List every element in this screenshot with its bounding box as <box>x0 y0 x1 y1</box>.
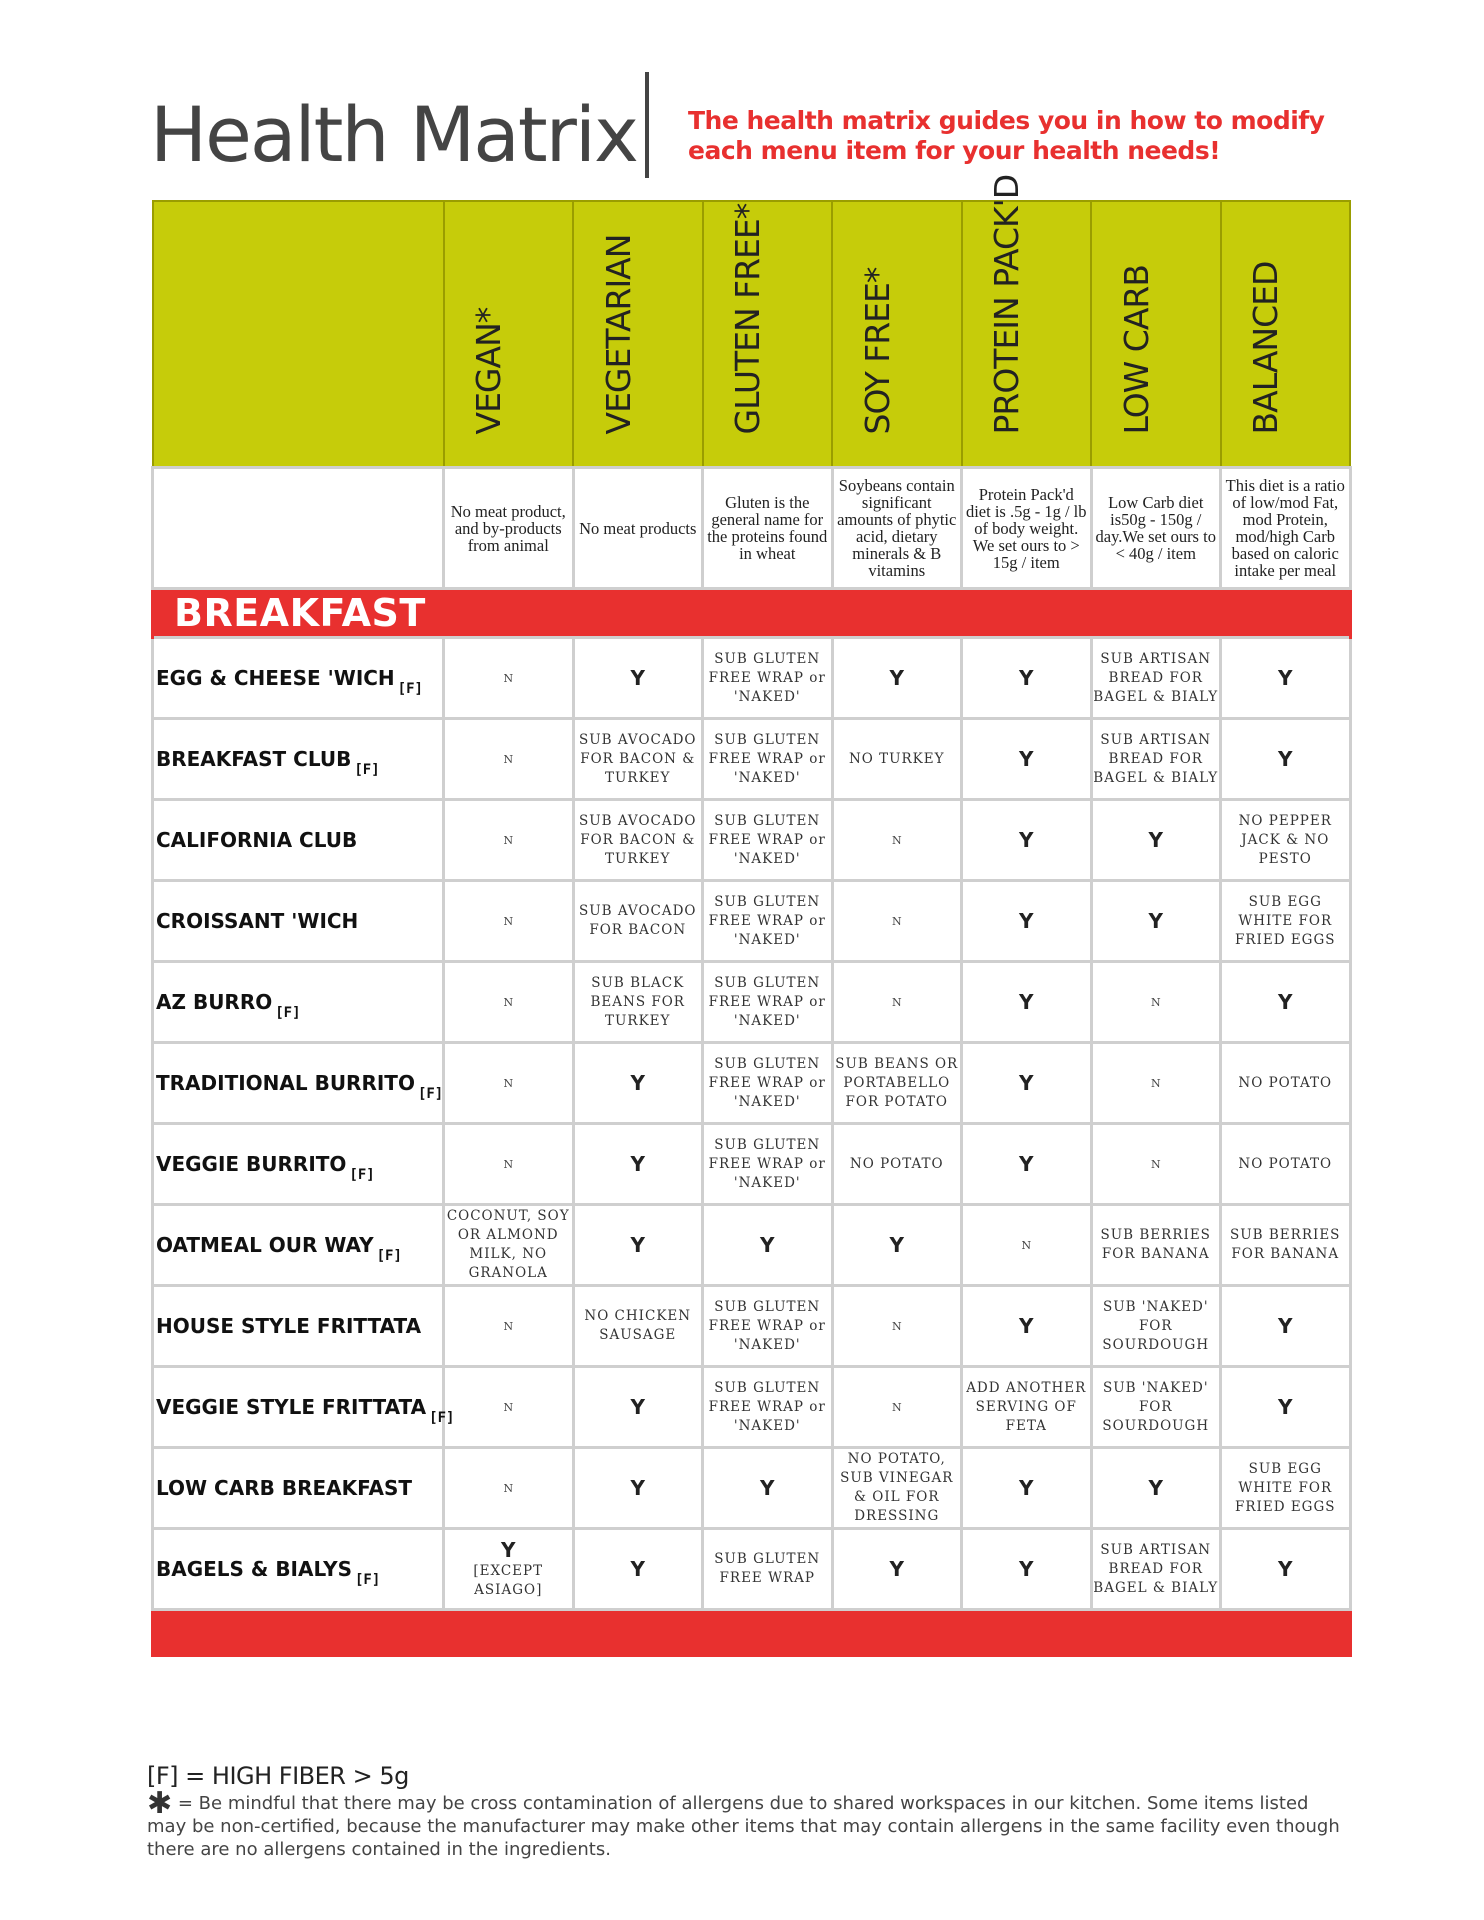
cell-low-carb <box>1091 962 1221 1043</box>
table-row <box>153 1367 1351 1448</box>
cell-value: Y <box>1019 1476 1034 1500</box>
menu-item-name <box>153 1124 444 1205</box>
legend-note <box>147 1786 1347 1861</box>
cell-gluten-free <box>703 1124 833 1205</box>
cell-gluten-free <box>703 719 833 800</box>
cell-value: SUB BERRIES FOR BANANA <box>1230 1227 1341 1262</box>
cell-vegetarian <box>573 1367 703 1448</box>
column-header-low-carb: LOW CARB <box>1091 201 1221 468</box>
cell-value: NO POTATO <box>849 1155 944 1172</box>
cell-value: Y <box>1278 1314 1293 1338</box>
diet-header-row <box>153 201 1351 468</box>
cell-value: Y <box>1148 828 1163 852</box>
cell-balanced <box>1221 962 1351 1043</box>
cell-gluten-free <box>703 1286 833 1367</box>
cell-balanced <box>1221 719 1351 800</box>
cell-value: Y <box>630 1071 645 1095</box>
cell-value: N <box>891 1320 902 1333</box>
cell-value: N <box>503 915 514 928</box>
cell-value: N <box>1021 1239 1032 1252</box>
table-footer-bar <box>153 1610 1351 1658</box>
cell-value: N <box>503 1401 514 1414</box>
cell-low-carb <box>1091 1367 1221 1448</box>
cell-balanced <box>1221 1043 1351 1124</box>
menu-item-name <box>153 1286 444 1367</box>
cell-value: Y <box>1148 1476 1163 1500</box>
cell-vegan <box>444 1367 574 1448</box>
cell-protein-packd <box>962 1286 1092 1367</box>
cell-value: Y <box>1278 1557 1293 1581</box>
cell-low-carb <box>1091 719 1221 800</box>
cell-value: SUB GLUTEN FREE WRAP or 'NAKED' <box>708 650 826 705</box>
cell-vegetarian <box>573 881 703 962</box>
cell-protein-packd <box>962 800 1092 881</box>
cell-low-carb <box>1091 1124 1221 1205</box>
cell-gluten-free <box>703 1448 833 1529</box>
cell-value: SUB AVOCADO FOR BACON & TURKEY <box>579 812 697 867</box>
cell-low-carb <box>1091 1205 1221 1286</box>
cell-value: Y <box>1278 666 1293 690</box>
cell-protein-packd <box>962 638 1092 719</box>
cell-soy-free <box>832 800 962 881</box>
menu-item-label: BREAKFAST CLUB <box>156 747 352 771</box>
legend-note-text: = Be mindful that there may be cross contamination of allergens due to shared workspaces in our kitchen. Some items listed may be non-certified, because the manufacturer may make other items that may contain allergens in the same facility even though there are no allergens contained in the ingredients. <box>147 1793 1340 1860</box>
cell-vegetarian <box>573 638 703 719</box>
table-row <box>153 1124 1351 1205</box>
description-balanced: This diet is a ratio of low/mod Fat, mod Protein, mod/high Carb based on caloric intake per meal <box>1221 468 1351 589</box>
cell-vegetarian <box>573 1205 703 1286</box>
cell-value: Y <box>1278 747 1293 771</box>
cell-value: SUB BEANS OR PORTABELLO FOR POTATO <box>835 1055 959 1110</box>
cell-value: Y <box>630 1476 645 1500</box>
cell-value: SUB AVOCADO FOR BACON <box>579 903 697 938</box>
cell-value: COCONUT, SOY OR ALMOND MILK, NO GRANOLA <box>446 1208 570 1281</box>
cell-protein-packd <box>962 1043 1092 1124</box>
cell-gluten-free <box>703 800 833 881</box>
cell-value: SUB GLUTEN FREE WRAP or 'NAKED' <box>708 1136 826 1191</box>
cell-value: Y <box>889 666 904 690</box>
cell-low-carb <box>1091 1529 1221 1610</box>
cell-soy-free <box>832 1448 962 1529</box>
cell-vegan <box>444 1124 574 1205</box>
description-vegetarian: No meat products <box>573 468 703 589</box>
menu-item-name <box>153 719 444 800</box>
cell-balanced <box>1221 1529 1351 1610</box>
cell-value: N <box>891 996 902 1009</box>
cell-low-carb <box>1091 638 1221 719</box>
menu-item-name <box>153 1448 444 1529</box>
legend-fiber: [F] = HIGH FIBER > 5g <box>147 1762 409 1790</box>
cell-soy-free <box>832 962 962 1043</box>
high-fiber-tag: [F] <box>429 1410 455 1426</box>
cell-value: NO CHICKEN SAUSAGE <box>584 1308 692 1343</box>
cell-value: Y <box>1019 828 1034 852</box>
cell-vegetarian <box>573 800 703 881</box>
menu-item-label: CROISSANT 'WICH <box>156 909 359 933</box>
description-vegan: No meat product, and by-products from animal <box>444 468 574 589</box>
cell-gluten-free <box>703 1529 833 1610</box>
table-row <box>153 1043 1351 1124</box>
cell-soy-free <box>832 881 962 962</box>
cell-soy-free <box>832 719 962 800</box>
cell-value: NO POTATO, SUB VINEGAR & OIL FOR DRESSING <box>840 1451 954 1524</box>
menu-item-name <box>153 800 444 881</box>
cell-protein-packd <box>962 719 1092 800</box>
cell-value: Y <box>1019 1071 1034 1095</box>
title-divider <box>645 72 649 178</box>
table-row <box>153 800 1351 881</box>
cell-value: SUB GLUTEN FREE WRAP or 'NAKED' <box>708 1379 826 1434</box>
cell-value: N <box>891 834 902 847</box>
cell-value: SUB 'NAKED' FOR SOURDOUGH <box>1102 1298 1210 1353</box>
cell-vegetarian <box>573 1529 703 1610</box>
asterisk-icon: ✱ <box>147 1786 173 1821</box>
high-fiber-tag: [F] <box>275 1005 301 1021</box>
cell-low-carb <box>1091 1286 1221 1367</box>
cell-value: N <box>503 1320 514 1333</box>
legend <box>147 1762 1347 1861</box>
cell-balanced <box>1221 1205 1351 1286</box>
table-row <box>153 638 1351 719</box>
menu-item-label: BAGELS & BIALYS <box>156 1557 352 1581</box>
cell-value: NO POTATO <box>1238 1074 1333 1091</box>
cell-vegetarian <box>573 1286 703 1367</box>
cell-protein-packd <box>962 1367 1092 1448</box>
cell-value: N <box>503 672 514 685</box>
cell-value: SUB ARTISAN BREAD FOR BAGEL & BIALY <box>1093 731 1219 786</box>
menu-item-name <box>153 881 444 962</box>
cell-low-carb <box>1091 881 1221 962</box>
cell-value: SUB ARTISAN BREAD FOR BAGEL & BIALY <box>1093 1541 1219 1596</box>
cell-value: SUB 'NAKED' FOR SOURDOUGH <box>1102 1379 1210 1434</box>
cell-soy-free <box>832 638 962 719</box>
cell-vegan <box>444 719 574 800</box>
cell-protein-packd <box>962 1529 1092 1610</box>
menu-item-name <box>153 1043 444 1124</box>
cell-value: N <box>1150 1158 1161 1171</box>
cell-value: SUB GLUTEN FREE WRAP or 'NAKED' <box>708 974 826 1029</box>
page-title: Health Matrix <box>150 90 637 179</box>
cell-value: Y <box>889 1233 904 1257</box>
cell-value: SUB EGG WHITE FOR FRIED EGGS <box>1234 1460 1336 1515</box>
cell-value: N <box>891 1401 902 1414</box>
column-header-gluten-free: GLUTEN FREE* <box>703 201 833 468</box>
cell-vegan <box>444 1448 574 1529</box>
cell-value: SUB BLACK BEANS FOR TURKEY <box>590 974 685 1029</box>
cell-balanced <box>1221 1124 1351 1205</box>
table-row <box>153 1286 1351 1367</box>
cell-value: NO POTATO <box>1238 1155 1333 1172</box>
cell-value: SUB GLUTEN FREE WRAP or 'NAKED' <box>708 893 826 948</box>
diet-description-row <box>153 468 1351 589</box>
cell-vegetarian <box>573 719 703 800</box>
cell-balanced <box>1221 1367 1351 1448</box>
cell-gluten-free <box>703 1043 833 1124</box>
cell-balanced <box>1221 638 1351 719</box>
page-header <box>150 70 1350 180</box>
column-header-vegan: VEGAN* <box>444 201 574 468</box>
table-row <box>153 1529 1351 1610</box>
cell-vegetarian <box>573 1124 703 1205</box>
menu-item-label: LOW CARB BREAKFAST <box>156 1476 412 1500</box>
cell-value: SUB GLUTEN FREE WRAP or 'NAKED' <box>708 1055 826 1110</box>
cell-gluten-free <box>703 1367 833 1448</box>
menu-item-name <box>153 1367 455 1448</box>
cell-value: Y <box>1019 747 1034 771</box>
cell-value: Y <box>889 1557 904 1581</box>
cell-gluten-free <box>703 881 833 962</box>
cell-value: SUB GLUTEN FREE WRAP <box>714 1551 821 1586</box>
cell-balanced <box>1221 800 1351 881</box>
column-header-vegetarian: VEGETARIAN <box>573 201 703 468</box>
high-fiber-tag: [F] <box>354 762 380 778</box>
cell-value: Y <box>1019 1152 1034 1176</box>
cell-value: SUB GLUTEN FREE WRAP or 'NAKED' <box>708 731 826 786</box>
cell-value: N <box>891 915 902 928</box>
page-subtitle: The health matrix guides you in how to modify each menu item for your health needs! <box>688 106 1325 165</box>
cell-value: Y <box>1019 1557 1034 1581</box>
description-low-carb: Low Carb diet is50g - 150g / day.We set ours to < 40g / item <box>1091 468 1221 589</box>
cell-vegetarian <box>573 1043 703 1124</box>
section-breakfast-row <box>153 589 1351 638</box>
cell-low-carb <box>1091 800 1221 881</box>
description-gluten-free: Gluten is the general name for the proteins found in wheat <box>703 468 833 589</box>
cell-value: Y <box>630 1557 645 1581</box>
cell-vegan <box>444 1043 574 1124</box>
cell-balanced <box>1221 1448 1351 1529</box>
cell-value: N <box>1150 1077 1161 1090</box>
menu-item-label: EGG & CHEESE 'WICH <box>156 666 395 690</box>
high-fiber-tag: [F] <box>376 1248 402 1264</box>
menu-item-label: OATMEAL OUR WAY <box>156 1233 374 1257</box>
header-corner <box>153 201 444 468</box>
cell-gluten-free <box>703 1205 833 1286</box>
menu-item-name <box>153 962 444 1043</box>
cell-value: Y <box>1019 1314 1034 1338</box>
cell-value: Y <box>1019 990 1034 1014</box>
menu-item-label: AZ BURRO <box>156 990 273 1014</box>
cell-value: Y <box>630 1152 645 1176</box>
description-corner <box>153 468 444 589</box>
cell-soy-free <box>832 1205 962 1286</box>
menu-item-label: VEGGIE BURRITO <box>156 1152 347 1176</box>
cell-value: Y <box>1278 1395 1293 1419</box>
cell-value: SUB BERRIES FOR BANANA <box>1100 1227 1211 1262</box>
section-title: BREAKFAST <box>174 591 426 635</box>
menu-item-label: VEGGIE STYLE FRITTATA <box>156 1395 427 1419</box>
description-protein-packd: Protein Pack'd diet is .5g - 1g / lb of body weight. We set ours to > 15g / item <box>962 468 1092 589</box>
cell-vegan <box>444 638 574 719</box>
high-fiber-tag: [F] <box>349 1167 375 1183</box>
description-soy-free: Soybeans contain significant amounts of phytic acid, dietary minerals & B vitamins <box>832 468 962 589</box>
menu-item-label: CALIFORNIA CLUB <box>156 828 358 852</box>
high-fiber-tag: [F] <box>397 681 423 697</box>
cell-value: Y <box>630 666 645 690</box>
menu-item-name <box>153 638 444 719</box>
column-header-balanced: BALANCED <box>1221 201 1351 468</box>
cell-low-carb <box>1091 1448 1221 1529</box>
cell-protein-packd <box>962 881 1092 962</box>
cell-gluten-free <box>703 962 833 1043</box>
cell-value: SUB ARTISAN BREAD FOR BAGEL & BIALY <box>1093 650 1219 705</box>
cell-soy-free <box>832 1043 962 1124</box>
cell-value: N <box>503 834 514 847</box>
cell-value: Y <box>1019 666 1034 690</box>
cell-value: N <box>503 1158 514 1171</box>
cell-vegetarian <box>573 962 703 1043</box>
cell-value: N <box>503 753 514 766</box>
cell-note: [EXCEPT ASIAGO] <box>473 1563 544 1598</box>
cell-value: SUB GLUTEN FREE WRAP or 'NAKED' <box>708 1298 826 1353</box>
cell-protein-packd <box>962 1205 1092 1286</box>
health-matrix-table <box>151 174 1352 1657</box>
cell-value: NO TURKEY <box>848 750 945 767</box>
cell-soy-free <box>832 1286 962 1367</box>
menu-item-label: TRADITIONAL BURRITO <box>156 1071 415 1095</box>
cell-value: Y <box>760 1476 775 1500</box>
cell-value: N <box>503 1482 514 1495</box>
cell-vegan <box>444 1286 574 1367</box>
cell-value: SUB EGG WHITE FOR FRIED EGGS <box>1234 893 1336 948</box>
column-header-protein-packd: PROTEIN PACK'D <box>962 201 1092 468</box>
cell-balanced <box>1221 881 1351 962</box>
high-fiber-tag: [F] <box>355 1572 381 1588</box>
menu-item-name <box>153 1205 444 1286</box>
cell-value: Y <box>1148 909 1163 933</box>
table-row <box>153 1205 1351 1286</box>
cell-value: Y <box>630 1395 645 1419</box>
column-header-soy-free: SOY FREE* <box>832 201 962 468</box>
cell-vegan <box>444 962 574 1043</box>
cell-vegan <box>444 1205 574 1286</box>
cell-vegan <box>444 1529 574 1610</box>
cell-value: NO PEPPER JACK & NO PESTO <box>1238 812 1332 867</box>
cell-value: Y <box>501 1538 516 1562</box>
table-row <box>153 1448 1351 1529</box>
cell-protein-packd <box>962 1448 1092 1529</box>
cell-value: Y <box>630 1233 645 1257</box>
cell-value: N <box>503 996 514 1009</box>
table-row <box>153 881 1351 962</box>
cell-value: Y <box>1278 990 1293 1014</box>
cell-value: N <box>503 1077 514 1090</box>
cell-balanced <box>1221 1286 1351 1367</box>
cell-low-carb <box>1091 1043 1221 1124</box>
menu-item-label: HOUSE STYLE FRITTATA <box>156 1314 422 1338</box>
cell-soy-free <box>832 1124 962 1205</box>
cell-protein-packd <box>962 962 1092 1043</box>
cell-value: Y <box>1019 909 1034 933</box>
high-fiber-tag: [F] <box>417 1086 444 1102</box>
menu-item-name <box>153 1529 444 1610</box>
cell-vegetarian <box>573 1448 703 1529</box>
table-row <box>153 719 1351 800</box>
cell-vegan <box>444 800 574 881</box>
cell-value: N <box>1150 996 1161 1009</box>
cell-value: SUB AVOCADO FOR BACON & TURKEY <box>579 731 697 786</box>
cell-value: ADD ANOTHER SERVING OF FETA <box>966 1379 1087 1434</box>
cell-soy-free <box>832 1367 962 1448</box>
table-row <box>153 962 1351 1043</box>
cell-protein-packd <box>962 1124 1092 1205</box>
cell-vegan <box>444 881 574 962</box>
cell-value: SUB GLUTEN FREE WRAP or 'NAKED' <box>708 812 826 867</box>
cell-gluten-free <box>703 638 833 719</box>
cell-value: Y <box>760 1233 775 1257</box>
cell-soy-free <box>832 1529 962 1610</box>
